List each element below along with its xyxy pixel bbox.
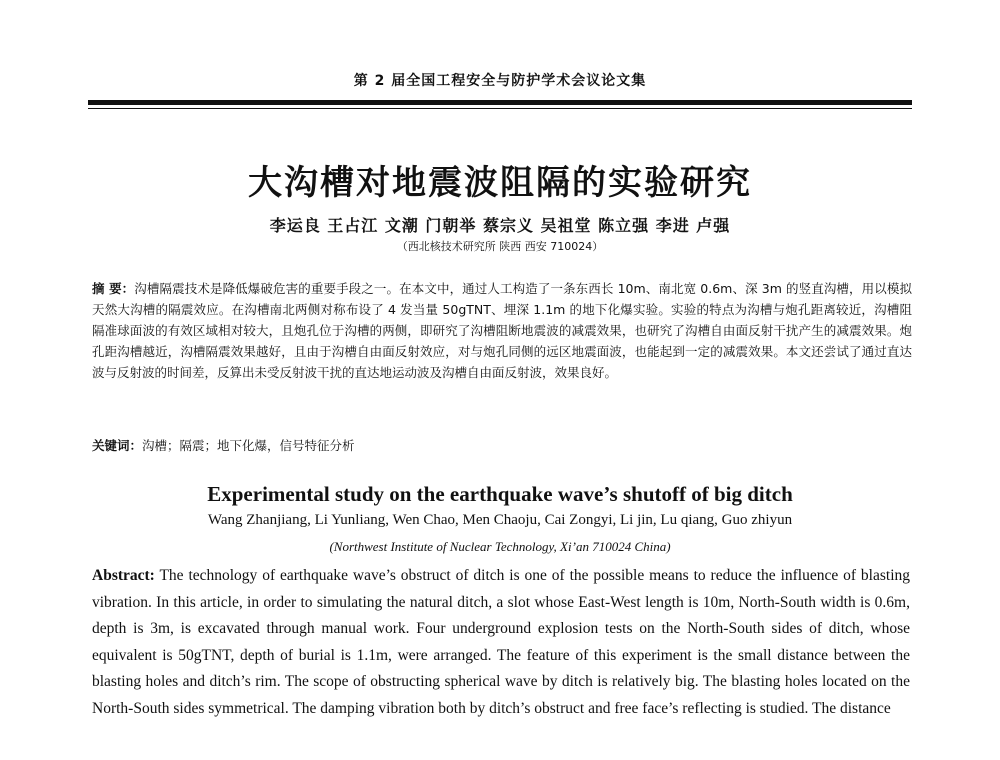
affiliation-en: (Northwest Institute of Nuclear Technology, Xi’an 710024 China) (329, 539, 671, 554)
keywords-cn (92, 435, 912, 456)
affiliation-cn: （西北核技术研究所 陕西 西安 710024） (396, 240, 604, 253)
authors-en: Wang Zhanjiang, Li Yunliang, Wen Chao, Men Chaoju, Cai Zongyi, Li jin, Lu qiang, Guo zhiyun (207, 512, 793, 528)
authors-cn: 李运良 王占江 文潮 门朝举 蔡宗义 吴祖堂 陈立强 李进 卢强 (269, 216, 731, 235)
abstract-en-text: The technology of earthquake wave’s obstruct of ditch is one of the possible means to reduce the influence of blasting vibration. In this article, in order to simulating the natural ditch, a slot whose East-West length is 10m, North-South width is 0.6m, depth is 3m, is excavated through manual work. Four underground explosion tests on the North-South sides of ditch, whose equivalent is 50gTNT, depth of burial is 1.1m, were arranged. The feature of this experiment is the small distance between the blasting holes and ditch’s rim. The scope of obstructing spherical wave by ditch is relatively big. The blasting holes located on the North-South sides symmetrical. The damping vibration both by ditch’s obstruct and free face’s reflecting is studied. The distance (92, 567, 910, 717)
abstract-cn (92, 278, 912, 383)
header-rule-thick (88, 100, 912, 105)
running-header: 第 2 届全国工程安全与防护学术会议论文集 (353, 73, 647, 89)
paper-title-en: Experimental study on the earthquake wave’s shutoff of big ditch (207, 482, 793, 506)
keywords-cn-label: 关键词： (92, 438, 143, 453)
header-rule-thin (88, 108, 912, 109)
abstract-en-label: Abstract: (92, 567, 155, 584)
keywords-cn-text: 沟槽；隔震；地下化爆，信号特征分析 (142, 438, 355, 453)
abstract-cn-text: 沟槽隔震技术是降低爆破危害的重要手段之一。在本文中，通过人工构造了一条东西长 10m、南北宽 0.6m、深 3m 的竖直沟槽，用以模拟天然大沟槽的隔震效应。在沟槽南北两侧对称布设了 4 发当量 50gTNT、埋深 1.1m 的地下化爆实验。实验的特点为沟槽与炮孔距离较近，沟槽阻隔准球面波的有效区域相对较大，且炮孔位于沟槽的两侧，即研究了沟槽阻断地震波的减震效果，也研究了沟槽自由面反射干扰产生的减震效果。炮孔距沟槽越近，沟槽隔震效果越好，且由于沟槽自由面反射效应，对与炮孔同侧的远区地震面波，也能起到一定的减震效果。本文还尝试了通过直达波与反射波的时间差，反算出未受反射波干扰的直达地运动波及沟槽自由面反射波，效果良好。 (92, 281, 912, 380)
abstract-en (92, 563, 910, 722)
paper-title-cn: 大沟槽对地震波阻隔的实验研究 (248, 163, 752, 203)
abstract-cn-label: 摘 要： (92, 281, 135, 296)
